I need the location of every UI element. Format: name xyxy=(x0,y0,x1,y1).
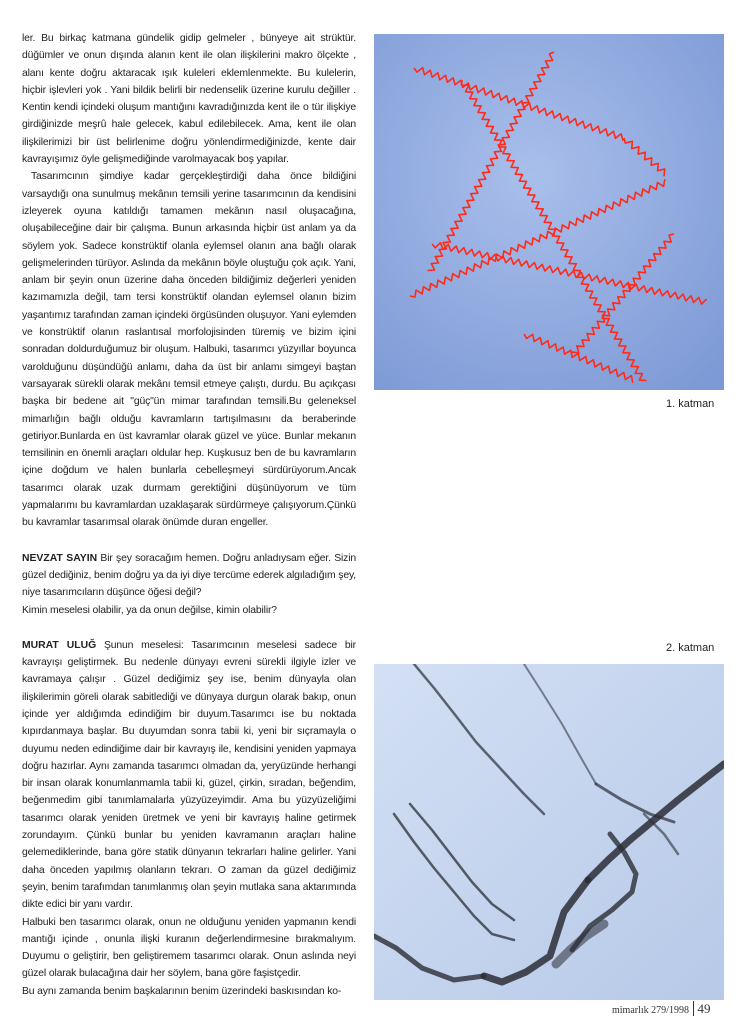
speaker-nevzat: NEVZAT SAYIN xyxy=(22,552,98,564)
photo-background xyxy=(374,34,724,390)
speaker-murat: MURAT ULUĞ xyxy=(22,639,97,651)
carved-plaster-image xyxy=(374,664,724,1000)
article-column xyxy=(22,30,356,1000)
paragraph-1: ler. Bu birkaç katmana gündelik gidip gelmeler , bünyeye ait strüktür. düğümler ve onun dışında alanın kent ile olan ilişkilerini makro ölçekte , alanı kente doğru aktaracak ışık kuleleri eklemlenmekte. Bu kulelerin, hiçbir işlevleri yok . Yani bildik belirli bir nedenselik üzerine kurulu değiller . Kentin kendi içindeki oluşum mantığını kavradığınızda kent ile o tür ilişkiye girdiğinizde meşrû hale gelecek, kabul edilebilecek. Ama, kent ile olan ilişkilerimizi bir üst belirlenime doğru yönlendirmediğinizde, kente dair kavrayışımız öyle gelişmediğinde varolmayacak boş yapılar. xyxy=(22,33,356,166)
answer-text: Şunun meselesi: Tasarımcının meselesi sadece bir kavrayışı geliştirmek. Bu nedenle dünyayı evreni sürekli ilgiyle izler ve kavramaya çalışır . Güzel dediğimiz şey ise, benim dünyayla olan ilişkilerimin göreli olarak sabitlediği ve dünyaya durgun olarak bakıp, onun içinde yer aldığımda edindiğim bir duyum.Tasarımcı ise bu noktada kıpırdanmaya başlar. Bu duyumdan sonra tabii ki, yeni bir sıçramayla o duyumu neden edindiğime dair bir kavrayış ile, kendisini yeniden yapmaya doğru hazırlar. Aynı zamanda tasarımcı olmadan da, yeryüzünde herhangi bir insan olarak konumlanmamla tabii ki, güzel, çirkin, sıradan, beğendim, beğenmedim gibi tanımlamalarla yüzyüzeyimdir. Ama bu yüzyüzeliğimi tasarımcı olarak yeniden üretmek ve yeni bir kavrayış haline getirmek zorundayım. Çünkü bunlar bu yeniden kavramanın araçları haline gelemediklerinde, bana göre statik dünyanın tekrarları haline gelirler. Yani daha önceden yapılmış olanların tekrarı. O zaman da güzel dediğimiz şeyin, benim tarafımdan tanımlanmış olan şeyin mutlaka sana aktarımında dikte edici bir yanı vardır. xyxy=(22,639,356,911)
figure-layer-2-photo xyxy=(374,664,724,1000)
question-line-2: Kimin meselesi olabilir, ya da onun değilse, kimin olabilir? xyxy=(22,604,277,616)
caption-layer-2: 2. katman xyxy=(666,642,715,654)
paragraph-final-1: Halbuki ben tasarımcı olarak, onun ne olduğunu yeniden yapmanın kendi mantığı içinde , onunla ilişki kuranın değerlendirmesine bırakmalıyım. Duyumu o geliştirir, ben geliştiremem tasarımcı olarak. Onun aslında neyi güzel olarak bulacağına dair her söylem, bana göre faşistçedir. xyxy=(22,916,356,980)
answer-paragraph xyxy=(22,637,356,914)
page-footer xyxy=(612,1001,710,1017)
red-thread-star-image xyxy=(374,34,724,390)
question-text: Bir şey soracağım hemen. Doğru anladıysam eğer. Sizin güzel dediğiniz, benim doğru ya da iyi diye tercüme ederek algıladığım şey, niye tasarımcıların düşünce öğesi değil? xyxy=(22,552,356,599)
page-number: 49 xyxy=(693,1001,710,1016)
question-paragraph xyxy=(22,550,356,602)
paragraph-2: Tasarımcının şimdiye kadar gerçekleştirdiği daha önce bildiğini varsaydığı ona sunulmuş mekânın temsili yerine tasarımcının da kendisini izleyerek oyuna katıldığı tamamen mekânın nasıl oluşacağına, oluşabileceğine dair bir çalışma. Bunun arkasında hiçbir üst anlam ya da söylem yok. Sadece konstrüktif olanla eylemsel olanın ana bağlı olarak gelişmelerinden türüyor. Aslında da mekânın böyle oluştuğu çok açık. Yani, anlam bir şeyin onun üzerine daha önceden bildiğimiz değerleri yeniden kazımamızla değil, tam tersi konstrüktif olandan eylemsel olanın bizim yaşantımız tarafından zaman içindeki örgüsünden oluşuyor. Yani eylemden ve konstrüktif olanın raslantısal morfolojisinden türemiş ve bizim içini sonradan doldurduğumuz bir oluşum. Halbuki, tasarımcı yüzyıllar boyunca varolduğunu düşündüğü anlamı, daha da üst bir anlamı simgeyi baştan varsayarak sürekli olarak mekânı temsil etmeye çalıştı, durdu. Bu açıkçası başka bir bedene ait "güç"ün mimar tarafından temsili.Bu geleneksel mimarlığın bağlı olduğu kavramların tartışılmasını da beraberinde getiriyor.Bunlarda en üst kavramlar olarak güzel ve yüce. Bunlar mekanın temsilinin en önemli araçları oldular hep. Kuşkusuz ben de bu kavramların içine doğdum ve halen bunlarla cebelleşmeyi sürdürüyorum.Ancak tasarımcı olarak uzak durmam gerektiğini düşünüyorum ve tüm yapmalarımı bu kavramlardan uzaklaşarak sürdürmeye çalışıyorum.Çünkü bu kavramlar tasarımsal olarak önümde duran engeller. xyxy=(22,171,356,529)
figure-layer-1-photo xyxy=(374,34,724,390)
journal-label: mimarlık 279/1998 xyxy=(612,1005,689,1016)
caption-layer-1: 1. katman xyxy=(666,398,715,410)
paragraph-final-2: Bu aynı zamanda benim başkalarının benim üzerindeki baskısından ko- xyxy=(22,985,342,997)
